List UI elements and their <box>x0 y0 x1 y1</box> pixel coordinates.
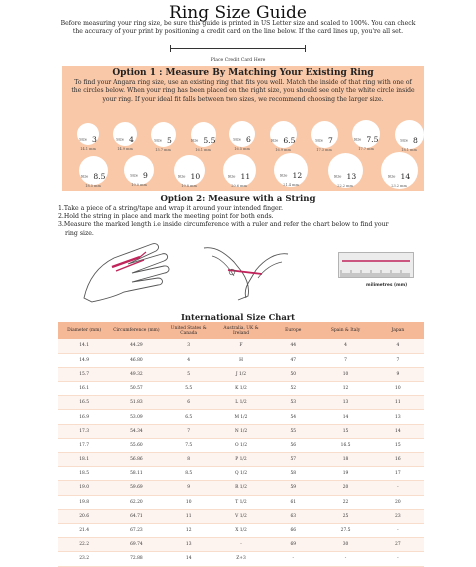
ring-size-mm: 21.4 mm <box>283 183 299 187</box>
table-row <box>58 481 424 495</box>
ring-size-number: 4 <box>128 135 134 144</box>
table-cell: M 1/2 <box>215 410 267 424</box>
ring-size-number: 8.5 <box>93 171 106 181</box>
table-cell: 50 <box>267 367 319 381</box>
size-chart-column-header: United States & Canada <box>163 322 215 339</box>
table-cell: - <box>215 538 267 552</box>
ring-size-number: 6 <box>245 135 251 144</box>
table-cell: 16 <box>372 453 424 467</box>
table-cell: 27 <box>372 538 424 552</box>
ring-size-mm: 16.5 mm <box>234 147 250 151</box>
ring-circle <box>311 121 338 152</box>
table-cell: 53 <box>267 396 319 410</box>
table-row <box>58 509 424 523</box>
table-cell: L 1/2 <box>215 396 267 410</box>
ring-size-word: Size <box>116 137 124 142</box>
size-chart-column-header: Australia, UK & Ireland <box>215 322 267 339</box>
table-cell: 13 <box>163 538 215 552</box>
table-cell: 6 <box>163 396 215 410</box>
page-title: Ring Size Guide <box>169 3 307 23</box>
table-cell: 16.5 <box>319 438 371 452</box>
table-cell: 13 <box>319 396 371 410</box>
table-row <box>58 467 424 481</box>
table-cell: Z+3 <box>215 552 267 566</box>
ring-size-number: 14 <box>400 171 411 181</box>
table-cell: 54.34 <box>110 424 162 438</box>
table-cell: 59 <box>267 481 319 495</box>
option2-steps <box>58 205 418 238</box>
table-cell: 23.2 <box>58 552 110 566</box>
ring-circle <box>223 154 256 187</box>
ring-size-mm: 22.2 mm <box>337 183 353 188</box>
ring-size-mm: 17.7 mm <box>358 147 374 151</box>
size-chart-column-header: Spain & Italy <box>319 322 371 339</box>
ring-size-mm: 16.9 mm <box>275 147 291 152</box>
credit-card-label: Place Credit Card Here <box>210 58 266 63</box>
table-cell: X 1/2 <box>215 523 267 537</box>
size-chart-column-header: Japan <box>372 322 424 339</box>
table-cell: 16.1 <box>58 382 110 396</box>
table-cell: 10 <box>319 367 371 381</box>
ruler-caption: milimetres (mm) <box>366 283 408 288</box>
ring-size-mm: 18.1 mm <box>401 147 417 152</box>
ring-size-number: 9 <box>142 171 148 180</box>
ruler-illustration <box>338 252 414 282</box>
ring-size-word: Size <box>130 173 138 178</box>
table-row <box>58 538 424 552</box>
size-chart-header-row <box>58 322 424 339</box>
table-cell: 3 <box>163 339 215 353</box>
ring-circle <box>151 122 176 152</box>
table-row <box>58 453 424 467</box>
table-cell: 53.09 <box>110 410 162 424</box>
table-cell: - <box>267 552 319 566</box>
ring-size-mm: 14.9 mm <box>117 147 133 151</box>
table-cell: 56 <box>267 438 319 452</box>
table-cell: 18 <box>319 453 371 467</box>
table-cell: J 1/2 <box>215 367 267 381</box>
table-cell: - <box>372 552 424 566</box>
ring-size-mm: 16.1 mm <box>195 147 211 152</box>
table-cell: Q 1/2 <box>215 467 267 481</box>
ring-size-number: 7 <box>327 135 333 145</box>
ring-size-word: Size <box>154 138 162 142</box>
table-cell: 10 <box>163 495 215 509</box>
table-cell: 61 <box>267 495 319 509</box>
table-cell: 17.7 <box>58 438 110 452</box>
table-cell: 58 <box>267 467 319 481</box>
size-chart-column-header: Diameter (mm) <box>58 322 110 339</box>
size-chart-column-header: Circumference (mm) <box>110 322 162 339</box>
table-cell: T 1/2 <box>215 495 267 509</box>
ring-size-word: Size <box>270 138 279 142</box>
table-cell: 15.7 <box>58 367 110 381</box>
ring-size-word: Size <box>400 138 408 142</box>
table-row <box>58 367 424 381</box>
size-chart-body <box>58 339 424 566</box>
table-cell: - <box>372 523 424 537</box>
table-cell: - <box>319 552 371 566</box>
table-cell: 11 <box>372 396 424 410</box>
table-cell: 54 <box>267 410 319 424</box>
table-cell: 19 <box>319 467 371 481</box>
ring-circle <box>77 123 99 151</box>
table-cell: 18.5 <box>58 467 110 481</box>
table-cell: 9 <box>163 481 215 495</box>
ring-size-word: Size <box>387 174 396 178</box>
table-row <box>58 523 424 537</box>
table-cell: 25 <box>319 509 371 523</box>
table-cell: N 1/2 <box>215 424 267 438</box>
table-cell: 14 <box>319 410 371 424</box>
size-chart-table <box>58 322 424 567</box>
ring-size-mm: 20.6 mm <box>231 183 247 188</box>
table-cell: 9 <box>372 367 424 381</box>
size-chart-title: International Size Chart <box>180 312 296 322</box>
size-chart-column-header: Europe <box>267 322 319 339</box>
card-line-right-cap <box>305 45 306 52</box>
hand-wrap-string-illustration <box>74 240 174 302</box>
table-cell: 19.0 <box>58 481 110 495</box>
ring-circle <box>229 121 255 151</box>
ring-size-number: 13 <box>346 171 357 181</box>
ring-circle <box>270 121 297 152</box>
table-cell: 17 <box>372 467 424 481</box>
table-cell: 13 <box>372 410 424 424</box>
table-cell: K 1/2 <box>215 382 267 396</box>
table-cell: F <box>215 339 267 353</box>
option1-instructions: To find your Angara ring size, use an existing ring that fits you well. Match the inside of that ring with one of the circles below. When your ring has been placed on the right size, you should see only the white circle inside your ring. If your ideal fit falls between two sizes, we recommend choosing the larger size. <box>71 79 415 103</box>
ring-size-word: Size <box>177 174 186 178</box>
table-cell: 46.80 <box>110 353 162 367</box>
table-cell: 17.3 <box>58 424 110 438</box>
table-row <box>58 552 424 566</box>
ring-size-number: 6.5 <box>283 135 296 145</box>
table-cell: 51.83 <box>110 396 162 410</box>
ring-size-word: Size <box>79 137 87 142</box>
ring-size-number: 10 <box>190 171 201 181</box>
card-line-left-cap <box>170 45 171 52</box>
table-cell: 22.2 <box>58 538 110 552</box>
table-cell: 20.6 <box>58 509 110 523</box>
table-cell: 44.29 <box>110 339 162 353</box>
table-cell: 7 <box>163 424 215 438</box>
table-cell: 7 <box>372 353 424 367</box>
table-cell: 12 <box>319 382 371 396</box>
table-row <box>58 410 424 424</box>
ring-circle <box>79 156 108 188</box>
table-cell: 6.5 <box>163 410 215 424</box>
ring-circle <box>352 120 380 151</box>
ring-size-word: Size <box>333 174 342 178</box>
ring-size-word: Size <box>80 174 89 178</box>
table-cell: 14 <box>163 552 215 566</box>
table-cell: 4 <box>163 353 215 367</box>
ring-size-word: Size <box>233 137 241 142</box>
table-row <box>58 353 424 367</box>
table-cell: P 1/2 <box>215 453 267 467</box>
table-cell: 50.57 <box>110 382 162 396</box>
table-cell: V 1/2 <box>215 509 267 523</box>
table-cell: 10 <box>372 382 424 396</box>
table-cell: R 1/2 <box>215 481 267 495</box>
ring-size-number: 7.5 <box>366 135 379 144</box>
table-cell: 5.5 <box>163 382 215 396</box>
table-cell: 72.88 <box>110 552 162 566</box>
table-cell: 20 <box>372 495 424 509</box>
table-cell: H <box>215 353 267 367</box>
ring-size-mm: 23.2 mm <box>391 183 407 188</box>
ring-size-number: 12 <box>292 171 303 180</box>
option2-step-1: 1.Take a piece of a string/tape and wrap it around your intended finger. <box>58 205 283 212</box>
ring-size-mm: 14.1 mm <box>80 147 96 151</box>
table-cell: 12 <box>163 523 215 537</box>
table-cell: 59.69 <box>110 481 162 495</box>
ring-size-mm: 18.5 mm <box>85 183 101 188</box>
table-cell: 67.23 <box>110 523 162 537</box>
ring-size-mm: 19.8 mm <box>181 183 197 188</box>
table-row <box>58 495 424 509</box>
table-cell: 7 <box>319 353 371 367</box>
table-cell: 14.1 <box>58 339 110 353</box>
option1-panel <box>62 66 424 191</box>
table-cell: 49.32 <box>110 367 162 381</box>
table-cell: 56.86 <box>110 453 162 467</box>
ring-size-number: 5.5 <box>203 135 216 145</box>
table-cell: 5 <box>163 367 215 381</box>
table-cell: 62.20 <box>110 495 162 509</box>
option2-step-2: 2.Hold the string in place and mark the meeting point for both ends. <box>58 213 274 221</box>
table-cell: 30 <box>319 538 371 552</box>
ring-size-mm: 15.7 mm <box>155 147 171 152</box>
table-cell: 20 <box>319 481 371 495</box>
ring-size-word: Size <box>227 174 236 178</box>
table-row <box>58 424 424 438</box>
table-cell: 55 <box>267 424 319 438</box>
table-cell: 14 <box>372 424 424 438</box>
ring-size-word: Size <box>315 138 323 142</box>
table-row <box>58 396 424 410</box>
table-cell: 4 <box>319 339 371 353</box>
table-cell: 44 <box>267 339 319 353</box>
table-row <box>58 382 424 396</box>
option2-step-3-continued: ring size. <box>65 229 94 237</box>
ring-circle <box>395 120 424 152</box>
table-row <box>58 339 424 353</box>
table-cell: 15 <box>319 424 371 438</box>
table-cell: 11 <box>163 509 215 523</box>
table-cell: 18.1 <box>58 453 110 467</box>
table-cell: 69 <box>267 538 319 552</box>
table-cell: 47 <box>267 353 319 367</box>
ring-size-word: Size <box>353 137 362 142</box>
table-cell: O 1/2 <box>215 438 267 452</box>
table-cell: 66 <box>267 523 319 537</box>
table-cell: 27.5 <box>319 523 371 537</box>
ring-size-mm: 19.0 mm <box>131 183 147 187</box>
table-cell: 63 <box>267 509 319 523</box>
table-cell: 55.60 <box>110 438 162 452</box>
table-cell: - <box>372 481 424 495</box>
intro-text: Before measuring your ring size, be sure this guide is printed in US Letter size and scaled to 100%. You can check the accuracy of your print by positioning a credit card on the line below. If the card lines up, you're all set. <box>60 20 416 36</box>
table-cell: 22 <box>319 495 371 509</box>
table-cell: 4 <box>372 339 424 353</box>
table-cell: 52 <box>267 382 319 396</box>
table-cell: 64.71 <box>110 509 162 523</box>
ring-size-number: 8 <box>412 135 418 145</box>
table-cell: 16.5 <box>58 396 110 410</box>
table-cell: 14.9 <box>58 353 110 367</box>
credit-card-reference-line <box>170 48 306 49</box>
ring-circle <box>274 153 308 187</box>
ring-size-number: 3 <box>91 135 97 144</box>
option1-title: Option 1 : Measure By Matching Your Existing Ring <box>112 68 374 78</box>
table-cell: 8 <box>163 453 215 467</box>
table-row <box>58 438 424 452</box>
option2-step-3: 3.Measure the marked length i.e inside circumference with a ruler and refer the chart below to find your <box>58 221 389 229</box>
ring-circle <box>174 155 205 186</box>
table-cell: 58.11 <box>110 467 162 481</box>
ring-size-number: 11 <box>240 171 251 181</box>
ring-circle <box>328 153 363 188</box>
table-cell: 19.8 <box>58 495 110 509</box>
table-cell: 7.5 <box>163 438 215 452</box>
ring-size-word: Size <box>190 138 199 142</box>
table-cell: 15 <box>372 438 424 452</box>
option2-title: Option 2: Measure with a String <box>160 194 316 204</box>
ring-circle <box>113 122 137 151</box>
ring-circle <box>381 152 418 189</box>
ring-circle <box>190 122 216 152</box>
table-cell: 16.9 <box>58 410 110 424</box>
table-cell: 57 <box>267 453 319 467</box>
hand-mark-string-illustration <box>198 240 294 302</box>
ring-size-mm: 17.3 mm <box>316 147 332 152</box>
ring-size-word: Size <box>279 173 288 178</box>
table-cell: 23 <box>372 509 424 523</box>
table-cell: 8.5 <box>163 467 215 481</box>
ring-circle <box>124 155 154 185</box>
table-cell: 69.74 <box>110 538 162 552</box>
ring-size-number: 5 <box>166 135 172 145</box>
table-cell: 21.4 <box>58 523 110 537</box>
